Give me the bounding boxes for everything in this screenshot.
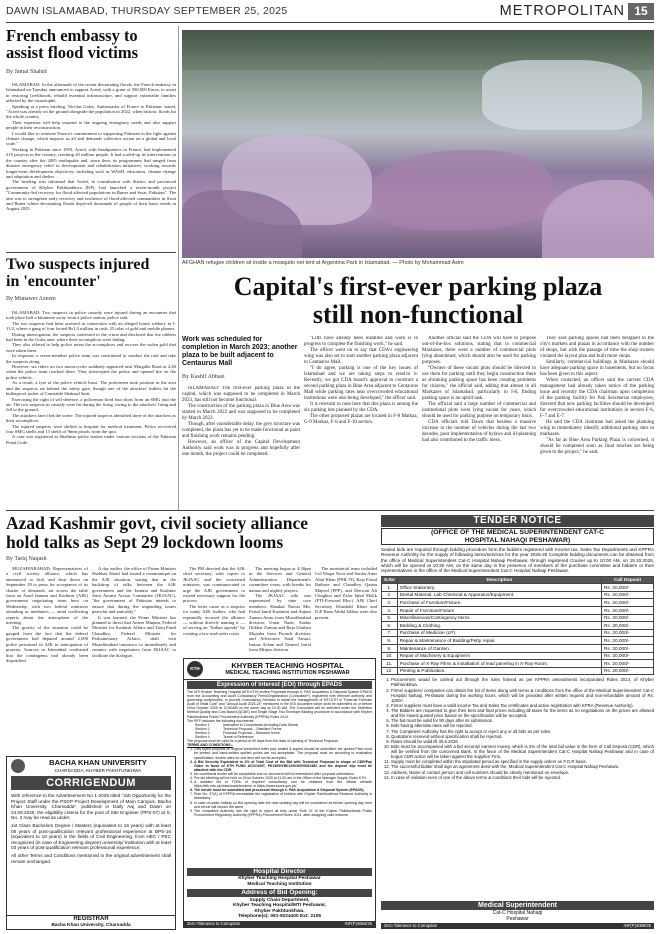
kth-rfp-intro: The RFP includes the following documents: — [187, 718, 255, 723]
parking-para: The official said a large number of commercial and institutional plots were lying vacant for years, which should be used for parking purpose on temporary basis. — [422, 402, 536, 419]
suspects-para: In response, a seven-member police team was constituted to conduct the raid and take the suspects along. — [6, 353, 176, 364]
bkuc-para: With reference to the Advertisement No 1-2025 titled "Job Opportunity for the Project Staff under the PSDP Project Development of Main Campus, Bacha Khan University, Charsadda", published in Daily Aaj and Dawn on 24.09.2025, the eligibility criteria for the post of Site Engineer (PPS-07) at S. No. 2 may be read as under: — [11, 793, 171, 821]
kth-institution: MEDICAL TEACHING INSTITUTION PESHAWAR — [225, 669, 350, 676]
french-para: Speaking at a press briefing, Nicolas Galey, Ambassador of France to Pakistan, stated, "Acted was already on the ground alongside the population in 2022, when historic floods hit the whole country. — [6, 103, 176, 120]
parking-para: "I do agree, parking is one of the key issues of Islamabad and we are taking steps to resolve it. Recently, we got CDA board's approval to construct a second parking plaza in Blue Area adjacent to Centaurus Mall while parking rates near overcrowded educational institutions were also being developed," the officer said. — [304, 366, 418, 401]
bkuc-registrar-sub: Bacha Khan University, Charsadda — [51, 923, 131, 928]
french-para: ISLAMABAD: In the aftermath of the recent devastating floods, the French embassy in Islamabad on Tuesday announced to support Acted, with a grant of 500,000 Euros, to assist in restoring livelihoods, rebuild essential infrastructure, and support vulnerable families affected by the catastrophe. — [6, 82, 176, 104]
kth-title-block — [203, 662, 372, 677]
kth-header — [184, 659, 375, 680]
table-row — [382, 660, 654, 668]
refugee-tent-photo — [182, 30, 654, 258]
row-amt: Rs. 20,000/- — [602, 652, 654, 660]
ajk-headline — [6, 514, 378, 554]
table-row — [382, 614, 654, 622]
row-amt: Rs. 20,000/- — [602, 660, 654, 668]
table-row — [382, 591, 654, 599]
parking-col1 — [182, 386, 300, 506]
tender-subtitle — [381, 528, 654, 545]
french-headline-line2: assist flood victims — [6, 43, 138, 62]
bkuc-title-block — [25, 759, 171, 773]
suspects-para: The injured suspects were shifted to hospital for medical treatment. Police recovered four SMG shells and 13 shells of 9mm pistols from the spot. — [6, 423, 176, 434]
table-row — [382, 584, 654, 592]
kth-term: 5. A detailed list of TORs of required consultancy can be obtained from the official website https://kth.edu.pk/downloads/tenders/ or https://www.epms.gov.pk/ — [194, 780, 372, 788]
ajk-para: A day earlier, the office of Prime Minister Shehbaz Sharif had issued a communiqué on the AJK situation, stating that in the backdrop of talks between the AJK government and the Jammu and Kashmir Joint Awami Action Committee (JKJAAC), "the government of Pakistan intends to ensure that during the impending issues peaceful and amicably." — [92, 566, 176, 615]
row-desc: Maintenance of Garden. — [397, 645, 601, 653]
row-desc: Miscellaneous/Contingency Items. — [397, 614, 601, 622]
kth-section-text: Instruction to Consultants (including Data Sheet) — [223, 722, 299, 727]
tender-condition: 13. Address, Name of contact person and cell numbers should be clearly mentioned on envelope. — [391, 770, 654, 775]
table-row — [382, 652, 654, 660]
kth-address-line: Telephone(s): 091-9224400 Ext: 2105 — [237, 914, 322, 920]
row-desc: Purchase of Furniture/Fixture. — [397, 599, 601, 607]
tender-title: TENDER NOTICE — [381, 515, 654, 527]
bkuc-university: BACHA KHAN UNIVERSITY — [49, 758, 147, 767]
suspects-para: As a result, a tyre of the police vehicle burst. The policemen took position in the area and the suspects sat behind the safety gate, though one of the attackers' bullets hit the bulletproof jacket of Constable Shahzad Satti. — [6, 380, 176, 397]
tender-sign-title: Medical Superintendent — [381, 901, 654, 910]
ajk-col3 — [183, 566, 245, 654]
tender-condition: 7. The Competent Authority has the right to accept or reject any or all bids as per rules. — [391, 729, 654, 734]
university-seal-icon — [11, 759, 25, 773]
ajk-para: It was learned, the Prime Minister has planned to direct that Ameer Muqam, Federal Minister for Kashmir Affairs and Tariq Fazal Chaudhry, Federal Minister for Parliamentary Affairs, shall visit Muzaffarabad tomorrow to immediately and connect with negotiators from JKJAAC to facilitate the dialogue. — [92, 614, 176, 658]
french-para: I would like to reiterate France's commitment to supporting Pakistan in the fight against climate change, which impacts us all and demands collective action on a global and local scale." — [6, 130, 176, 147]
row-desc: Purchase of X-Ray Films & installation of lead paneling in X-Ray Room. — [397, 660, 601, 668]
parking-para: Though, after considerable delay, the grey structure was completed, the plaza has yet to be made functional as paint and finishing work remains pending. — [182, 422, 300, 439]
masthead-dateline: DAWN ISLAMABAD, THURSDAY SEPTEMBER 25, 2025 — [6, 5, 288, 17]
tender-conditions — [381, 677, 654, 779]
row-amt: Rs. 20,000/- — [602, 637, 654, 645]
french-para: Their expertise will help respond to the ongoing emergency needs and also support people in their reconstruction. — [6, 119, 176, 131]
kth-director-line: Medical Teaching Institution — [247, 882, 312, 888]
bkuc-corrigendum — [6, 756, 176, 930]
row-desc: Purchase of Medicine (LP). — [397, 629, 601, 637]
parking-headline-line1: Capital's first-ever parking plaza — [233, 273, 603, 301]
tender-condition: 10. Bids must be accompanied with a bid security/ earnest money, which is 2% of the total bid value in the form of Call Deposit (CDR), which will be verified from the concerned Bank, in the favor of the Medical Superintendent Cat-C Hospital Nahaqi Peshawar and in case of bogus CDR action will be taken against the supplier/ Firm. — [391, 744, 654, 759]
tender-condition: 5. The bid must be valid for 90 days after its submission. — [391, 718, 654, 723]
parking-byline: By Kashif Abbasi — [182, 374, 225, 380]
french-para: The briefing was informed that Acted, in consultation with district and provincial government of Khyber Pakhtunkhwa (KP), had launched a seven-month project "Community-led recovery for flood affected populations in Buner and Swat, Pakistan". The aim was to strengthen early recovery and resilience of flood-affected communities in Swat and Buner where devastating floods deprived thousands of people of their basic needs in August 2025. — [6, 179, 176, 212]
row-amt: Rs. 20,000/- — [602, 614, 654, 622]
kth-validity: The proposal shall be valid for a period of 90 days from the date of opening of Technical Proposal. — [187, 739, 339, 744]
tender-condition: 6. Bids having alternate rates will be rejected. — [391, 723, 654, 728]
ajk-para: The meeting began at 4:30pm in the Services and General Administration Department's committee room, with breaks for namaz and nightly prayers. — [249, 566, 311, 593]
page-number: 15 — [628, 3, 654, 20]
kth-section-label: Section 1 — [195, 722, 210, 727]
suspects-para: They also offered to help police arrest the accomplices and recover the stolen gold that were taken there. — [6, 342, 176, 353]
bkuc-title: CORRIGENDUM — [11, 776, 171, 790]
table-row — [382, 667, 654, 675]
bkuc-header — [7, 757, 175, 775]
tender-footer-slogan: Zero Tolerance to Corruption — [384, 923, 438, 928]
kth-section-text: Technical Proposal – Standard Forms — [223, 726, 282, 731]
parking-headline-line2: still non-functional — [312, 300, 524, 329]
kth-terms-heading: TERMS AND CONDITIONS:- — [187, 743, 233, 748]
tender-condition: 2. Firms/ suppliers/ companies can obtain the list of items along with terms & conditions from the office of the Medical Superintendent Cat-C Hospital Nahaqi, Peshawar during the working hours, which will be provided after written request and non-refundable amount of Rs. 1000/-. — [391, 688, 654, 703]
parking-para: They said parking spaces had been designed in the city's markets and plazas in accordance with the number of shops, but with the passage of time the shop owners violated the layout plan and built more shops. — [540, 336, 654, 359]
column-rule — [178, 26, 179, 510]
ajk-byline: By Tariq Naqash — [6, 556, 47, 562]
tender-table-header — [382, 576, 654, 584]
kth-eoi-notice — [183, 658, 376, 928]
bkuc-location: CHARSADDA, KHYBER PAKHTUNKHWA — [54, 767, 142, 773]
french-headline — [6, 27, 176, 67]
row-amt: Rs. 20,000/- — [602, 622, 654, 630]
kth-address-lines — [184, 898, 375, 920]
table-row — [382, 599, 654, 607]
kth-section-text: Terms of Reference — [223, 735, 254, 740]
kth-intro: The MTI Khyber Teaching Hospital (MTI-KTH) invites Proposals through e- PAK Acquisition & Disposal System EPADS from the Accounting and Audit Consultancy Firms/Organization (Consultant*), registered with relevant authority and governing body/bodies, to provide Consultancy Services to assist the management of MTI-KTH in "External Forensic Audit of Initial Cost" and "Annual Audit 2023-24" mentioned in the EOI document which shall be submitted on or before 02nd October 2025 at 10:30AM on the same day at 10:30 AM. The Consultant will be selected under the Selection Method Quality and Cost Based (QCBS) and Single Stage Two Envelope Bidding procedure in accordance with Khyber Pakhtunkhwa Public Procurement Authority (KPPRA) Rules 2014. — [187, 690, 372, 719]
row-no: 4. — [382, 607, 398, 615]
suspects-body — [6, 310, 176, 508]
parking-deck: Work was scheduled for completion in March 2023; another plaza to be built adjacent to Centaurus Mall — [182, 336, 298, 367]
row-no: 10. — [382, 652, 398, 660]
kth-footer-ref: INF(P)4684/25 — [344, 921, 372, 926]
row-amt: Rs. 20,000/- — [602, 591, 654, 599]
bkuc-para: 1st Class Bachelors Degree / Masters (equivalent to 16 years) with at least 05 years of post-qualification relevant professional experience at BPS-16 (equivalent to 18 years) in the fields of Civil Engineering, from HEC / PEC recognized (in case of Engineering degree) university/ institution with at least 03 years of post-qualification relevant professional experience. — [11, 822, 171, 851]
ajk-para: The ministerial team included Col Waqar Noor and Sardar Amir Altaf Khan (PML-N), Raja Faisal Rathore and Chaudhry Qasim Majeed (PPP), and Deewan Ali Chughtai and Zafar Iqbal Malik (PTI-Forward Bloc). AJK Chief Secretary Khushdil Khan and IGP Rana Abdul Jabbar were also present. — [315, 566, 377, 620]
ajk-para: MUZAFFARABAD: Representatives of a civil society alliance, which has announced to lock and shut down on September 29 to press for acceptance of its charter of demands, sat across the table from an Azad Jammu and Kashmir (AJK) government negotiating team here on Wednesday, with two federal ministers attending as mediators — amid conflicting reports about the atmosphere of the meeting. — [6, 566, 88, 626]
tender-sign-line: Peshawar — [506, 916, 529, 922]
parking-para: ISLAMABAD: The first-ever parking plaza in the capital, which was supposed to be completed in March 2023, has still not become functional. — [182, 386, 300, 403]
row-desc: Printing & Publication. — [397, 667, 601, 675]
row-no: 7. — [382, 629, 398, 637]
tender-sign-line: Cat-C Hospital Nahaqi — [492, 910, 543, 916]
tender-subtitle-line: (OFFICE OF THE MEDICAL SUPERINTENDENT CAT-C — [430, 529, 605, 536]
kth-address-line: Khyber Teaching Hospital/MTI Peshawar, — [232, 903, 327, 909]
row-no: 1. — [382, 584, 398, 592]
section-divider — [6, 252, 176, 253]
parking-para: Another official said the CDA will have to propose out-of-the-box solutions, stating that in commercial Markazes, there were a number of commercial plots lying abandoned, which should also be used for parking purposes. — [422, 336, 536, 365]
row-no: 12. — [382, 667, 398, 675]
kth-address-line: Khyber Pakhtunkhwa. — [254, 908, 305, 914]
photo-net — [482, 60, 642, 130]
ajk-para: The gravity of the situation could be gauged from the fact that the federal government had deputed around 2,000 police personnel in AJK in anticipation of protests. Sources in Islamabad confirmed that the contingents had already been dispatched. — [6, 625, 88, 663]
tender-footer — [381, 923, 654, 929]
photo-caption: AFGHAN refugee children sit inside a mosquito net tent at Argentina Park in Islamabad. — Photo by Mohammad Asim — [182, 260, 464, 266]
masthead-rule — [6, 22, 654, 23]
suspects-para: However, six riders on two motorcycles suddenly appeared near Margalla Road at 2:40 when the police team reached there. They intercepted the police and opened fire on the police vehicle. — [6, 364, 176, 380]
row-desc: Dental Material, Lab Chemical & Apparatus/Equipment. — [397, 591, 601, 599]
tender-sign-lines — [381, 910, 654, 922]
ajk-para: The JKJAAC side was represented by nine core members: Shaukat Nawaz Mir, Faisal Jamil Kashmiri and Anjum Zaman Awan from Muzaffarabad division; Umar Nazir, Sardar Iftikhar Zaman and Raja Ghulam Mujtaba from Poonch division; and Advocates Saad Ansari, Imtiaz Aslam and Tasneef Jarral from Mirpur division. — [249, 593, 311, 653]
row-no: 8. — [382, 637, 398, 645]
row-desc: Repair of Furniture/Fixture — [397, 607, 601, 615]
row-no: 6. — [382, 622, 398, 630]
row-amt: Rs. 20,000/- — [602, 607, 654, 615]
table-row — [382, 637, 654, 645]
parking-para: "Lifts have already been installed and work is in progress to complete the finishing work," he said. — [304, 336, 418, 347]
row-amt: Rs. 20,000/- — [602, 584, 654, 592]
parking-para: When contacted, an officer said the current CDA management had already taken notice of the parking issue and recently the CDA chairman upon completion of the parking facility for Pak Secretariat employees, directed that new parking facilities should be developed for overcrowded educational institutions in sectors F-6, F-7 and E-7. — [540, 378, 654, 419]
kth-term: 9. The competent Authority has the right to reject all bids under Rule 47 of the Khyber Pakhtunkhwa Public Procurement Regulatory Authority (KPPRA) Procurement Rules 2014, after assigning valid reasons. — [194, 809, 372, 817]
row-no: 2. — [382, 591, 398, 599]
tender-condition: 1. Procurement would be carried out through the rules framed as per KPPRA amendments incorporated Rules 2014, of Khyber Pakhtunkhwa. — [391, 677, 654, 687]
kth-director-bar: Hospital Director — [187, 868, 372, 876]
row-desc: Office Stationery. — [397, 584, 601, 592]
kth-director-line: Khyber Teaching Hospital Peshawar — [238, 876, 321, 882]
kth-director-lines — [184, 876, 375, 887]
section-divider — [6, 510, 654, 511]
tender-col-sno: S.No — [382, 576, 398, 584]
tender-condition: 9. Rates should be valid till 30.6.2026. — [391, 739, 654, 744]
tender-condition: 8. Quotations received without specification shall be rejected. — [391, 734, 654, 739]
photo-tarp — [372, 150, 552, 230]
kth-sections — [187, 723, 372, 739]
photo-tarp — [542, 180, 654, 258]
kth-term: 3. No conditional tender will be acceptable and no document will be entertained after proposal submission. — [194, 772, 372, 776]
row-amt: Rs. 20,000/- — [602, 599, 654, 607]
suspects-headline — [6, 256, 176, 294]
suspects-para: Exercising the right of self-defence, a policeman fired four shots from an SMG into the air. The two suspects in custody were hit during the firing, owing to the attackers' firing and fell to the ground. — [6, 396, 176, 413]
suspects-para: A case was registered at Shalimar police station under various sections of the Pakistan Penal Code. — [6, 434, 176, 445]
kth-logo-icon: KTH — [187, 661, 203, 677]
french-para: Working in Pakistan since 1993, Acted, with headquarters in France, had implemented 219 projects in the country, reaching 20 million people. It had scaled-up its interventions in the country after the 2005 earthquake and, since then, its programmes had ranged from disaster emergency relief to development and rehabilitation initiatives, working towards longer-term development objectives, including such as WASH, education, climate change and adaptation and shelter. — [6, 146, 176, 179]
french-body — [6, 82, 176, 250]
ajk-headline-line2: hold talks as Sept 29 lockdown looms — [6, 532, 284, 552]
kth-term: 4. Pre-bid Meeting will be held on 02nd October 2025 at 11:00 am in the Office of the Manager Supply Chain KTH. — [194, 776, 372, 780]
suspects-byline: By Munawer Azeem — [6, 296, 56, 302]
kth-section-text: Financial Proposal – Standard forms — [223, 730, 280, 735]
kth-section-label: Section 4 — [195, 735, 210, 740]
kth-term: 8. In case of public holiday on Bid opening date the next working day will be considered as tender opening day, time and venue will remain the same. — [194, 801, 372, 809]
kth-body — [184, 690, 375, 817]
table-row — [382, 629, 654, 637]
parking-para: "Owners of these vacant plots should be directed to use them for parking until they begin construction there as shrinking parking space has been creating problems for citizens," the official said, adding that almost in all Markazes of Islamabad, particularly in I-8, finding parking space is an uphill task. — [422, 366, 536, 401]
kth-notice-title: Expression of Interest (EOI) through EPADS — [187, 681, 372, 689]
row-no: 11. — [382, 660, 398, 668]
table-row — [382, 622, 654, 630]
parking-para: The other proposed plazas are located in F-8 Markaz, G-9 Markaz, F-8 and F-10 sectors. — [304, 414, 418, 425]
suspects-para: The attackers later fled the scene. The injured suspects identified three of the attackers as their accomplices. — [6, 412, 176, 424]
parking-col4 — [540, 336, 654, 506]
row-amt: Rs. 20,000/- — [602, 667, 654, 675]
french-byline: By Jamal Shahid — [6, 69, 47, 75]
tender-table — [381, 576, 654, 676]
parking-para: However, an officer of the Capital Development Authority said work was in progress and hopefully after one month, the project could be completed. — [182, 440, 300, 457]
ajk-col1 — [6, 566, 88, 754]
parking-para: He said the CDA chairman had asked the planning wing to immediately identify additional parking sites in markazes. — [540, 420, 654, 437]
ajk-para: The letter came as a surprise for many AJK leaders, who had repeatedly accused the alliance — without directly naming it — of serving an "Indian agenda" by creating a law-and-order crisis. — [183, 603, 245, 636]
suspects-headline-line2: in 'encounter' — [6, 273, 101, 290]
suspects-para: The two suspects had been arrested in connection with an alleged house robbery in I-11/2, where a gang of four looted Rs1.4 million in cash, 25 tolas of gold and mobile phones. — [6, 320, 176, 332]
parking-col2 — [304, 336, 418, 506]
kth-section-label: Section 2 — [195, 726, 210, 731]
kth-term: 2. A Bid Security Equivalent to 2% of Total Cost of the Bid with Technical Proposal in shape of CDR/Pay Order in favor of KTH FUND ACCOUNT, PK19KHYB0120030000311682 and the deposit slip must be attached with the CDR. — [194, 760, 372, 772]
suspects-para: During interrogation, the suspects confessed to the crime and disclosed that the robbers had been in the Golra area, where their accomplices were hiding. — [6, 331, 176, 343]
bkuc-registrar: REGISTRAR — [73, 916, 109, 922]
parking-para: The officer went on to say that CDA's engineering wing was also set to start another parking plaza adjacent to Centaurus Mall. — [304, 348, 418, 365]
tender-condition: 11. Supply must be completed within the stipulated period as specified in the supply orders on F.O.R basis. — [391, 759, 654, 764]
row-amt: Rs. 20,000/- — [602, 645, 654, 653]
table-row — [382, 607, 654, 615]
row-amt: Rs. 20,000/- — [602, 629, 654, 637]
parking-para: It is relevant to note here that this plaza is among the six parking lots planned by the CDA. — [304, 402, 418, 413]
tender-condition: 4. The Bidders are requested to give their best and final prices including all taxes for the items as no negotiations on the prices are allowed and the lowest quoted price based on the specification will be accepted. — [391, 708, 654, 718]
row-desc: Bedding & Clothing. — [397, 622, 601, 630]
row-desc: Repair of Machinery & Equipment — [397, 652, 601, 660]
row-no: 3. — [382, 599, 398, 607]
french-headline-line1: French embassy to — [6, 27, 138, 45]
tender-col-description: Description — [397, 576, 601, 584]
tender-condition: 12. The successful bidder shall sign an agreement deed with the, Medical Superintendent Cat-C Hospital Nahaqi Peshawar. — [391, 764, 654, 769]
bkuc-body — [7, 791, 175, 866]
ajk-headline-line1: Azad Kashmir govt, civil society alliance — [6, 514, 309, 533]
kth-footer-slogan: Zero Tolerance to Corruption — [187, 921, 241, 926]
tender-col-deposit: Call Deposit — [602, 576, 654, 584]
row-no: 5. — [382, 614, 398, 622]
tender-signature-block — [381, 901, 654, 929]
bkuc-para: All other Terms and Conditions mentioned in the original advertisement shall remain unchanged. — [11, 852, 171, 864]
ajk-col5 — [315, 566, 377, 654]
parking-para: CDA officials told Dawn that besides a massive increase in the number of vehicles during the last two decades, poor implementation of bylaws and ill-planning had also contributed to the traffic mess. — [422, 420, 536, 443]
suspects-headline-line1: Two suspects injured — [6, 256, 150, 273]
ajk-para: The PM directed that the AJK chief secretary, with copies to JKJAAC and the concerned ministers, was communicated to urge the AJK government to extend necessary support for the process. — [183, 566, 245, 604]
tender-notice — [381, 515, 654, 929]
suspects-para: ISLAMABAD: Two suspects in police custody were injured during an encounter that took place half a kilometre away from a police station, police said. — [6, 310, 176, 321]
section-title: METROPOLITAN — [499, 3, 625, 19]
parking-para: "As far as Blue Area Parking Plaza is concerned, it should be completed soon as final touches are being given to the project," he said. — [540, 438, 654, 455]
ajk-col4 — [249, 566, 311, 654]
parking-para: The construction of the parking plaza in Blue Area was started in March 2022 and was supposed to be completed by March 2023. — [182, 404, 300, 421]
tender-intro: Sealed bids are required through bidding procedure form the bidders registered with Income tax, Sales Tax Departments and KPPRA Revenue Authority for the supply of following items/services for the year 2025-26 Complete bidding documents can be obtained from the office of Medical Superintendent Cat-C Hospital Nahaqi Peshawar, through registered Courier up to 10:00 AM, on 15.10.2025, which will be opened at 10:30 AM, on the same day in the presence of members of the purchase committee and bidders or their representatives in the office of the Medical Superintendent Cat-C Hospital Nahaqi Peshawar. — [381, 547, 654, 574]
kth-hospital-name: KHYBER TEACHING HOSPITAL — [231, 660, 344, 670]
tender-condition: 14. In case of violation even of one of the above terms & conditions their bids will be rejected. — [391, 775, 654, 780]
parking-headline — [182, 273, 654, 333]
table-row — [382, 645, 654, 653]
kth-term: 6. The tender must be submitted and processed through e- PAK Acquisition & Disposal System (EPADS). — [194, 788, 372, 792]
tender-condition: 3. Firms/ suppliers must have a valid income Tax and Sales Tax certificates and active registration with KPRA (Revenue Authority). — [391, 703, 654, 708]
kth-terms-list — [187, 747, 372, 817]
kth-address-bar: Address of Bid Opening: — [187, 889, 372, 897]
parking-col3 — [422, 336, 536, 506]
row-desc: Repair & Maintenance of Building/Petty repair. — [397, 637, 601, 645]
kth-term: 1. Only typed proposal on original prescribed letter pad, sealed & signed should be submitted; the quoted Price must be printed and hand-written spelled prices are not acceptable. The proposal must be according to evaluation specification; double rates for one item will not be accepted. — [194, 747, 372, 759]
parking-para: Similarly, commercial buildings in Markazes should have adequate parking space in basements, but no focus has been given to this aspect. — [540, 360, 654, 377]
kth-footer — [184, 921, 375, 927]
bkuc-registrar-block — [7, 915, 175, 929]
kth-term: 7. Rule No. 37(A) of KPPRA necessitate the registration of bidders with Khyber Pakhtunkhwa Revenue Authority is Mandatory. — [194, 792, 372, 800]
row-no: 9. — [382, 645, 398, 653]
kth-section-label: Section 3 — [195, 730, 210, 735]
ajk-col2 — [92, 566, 176, 754]
tender-footer-ref: INF(P)4089/25 — [623, 923, 651, 928]
kth-address-line: Supply Chain Department, — [249, 897, 310, 903]
tender-subtitle-line: HOSPITAL NAHAQI PESHAWAR) — [464, 536, 571, 544]
kth-footer-block — [184, 868, 375, 927]
